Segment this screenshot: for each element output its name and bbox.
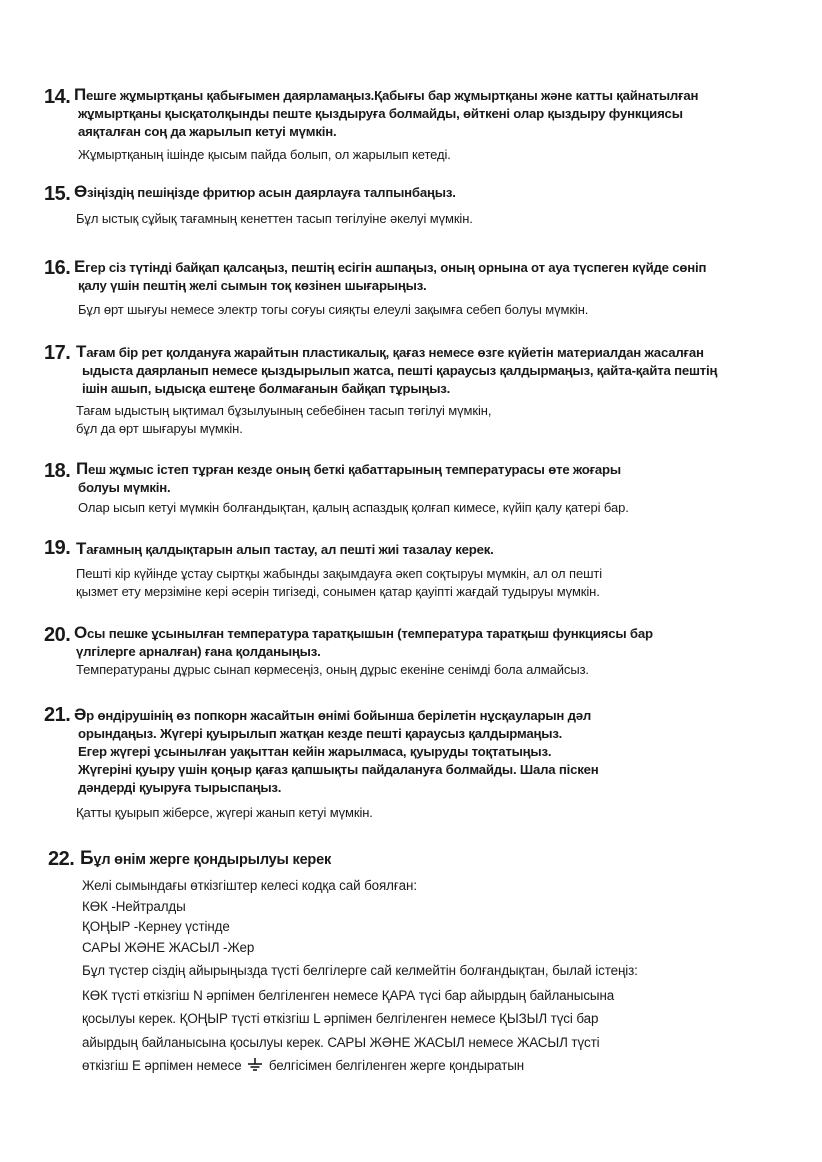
item-number: 18. [44, 460, 71, 482]
item-heading: Тағам бір рет қолдануға жарайтын пластикалық, қағаз немесе өзге күйетін материалдан жасалған ыдыста даярланып немесе қыздырылып жатса, пешті қараусыз қалдырмаңыз, қайта-қайта пештің ішін ашып, ыдысқа ештеңе болмағанын байқап тұрыңыз. [76, 342, 718, 396]
item-body: Қатты қуырып жіберсе, жүгері жанып кетуі мүмкін. [76, 805, 373, 820]
last-line-start: өткізгіш Е әрпімен немесе [82, 1058, 242, 1073]
item-number: 19. [44, 537, 71, 559]
item-heading: Өзіңіздің пешіңізде фритюр асын даярлауға талпынбаңыз. [74, 182, 456, 201]
item-number: 16. [44, 257, 71, 279]
item-heading: Әр өндірушінің өз попкорн жасайтын өнімі бойынша берілетін нұсқауларын дәл орындаңыз. Жүгері қуырылып жатқан кезде пешті қараусыз қалдырмаңыз. Егер жүгері ұсынылған уақыттан кейін жарылмаса, қуыруды тоқтатыңыз. Жүгеріні қуыру үшін қоңыр қағаз қапшықты пайдалануға болмайды. Шала піскен дәндерді қуыруға тырыспаңыз. [74, 705, 599, 795]
item-body: Температураны дұрыс сынап көрмесеңіз, оның дұрыс екеніне сенімді бола алмайсыз. [76, 662, 589, 677]
item-body: Пешті кір күйінде ұстау сыртқы жабынды зақымдауға әкеп соқтыруы мүмкін, ал ол пешті қызмет ету мерзіміне кері әсерін тигізеді, сонымен қатар қауіпті жағдай тудыруы мүмкін. [76, 566, 603, 599]
item-heading: Бұл өнім жерге қондырылуы керек [80, 848, 332, 869]
item-heading: Егер сіз түтінді байқап қалсаңыз, пештің есігін ашпаңыз, оның орнына от ауа түспеген күйде сөніп қалу үшін пештің желі сымын тоқ көзінен шығарыңыз. [74, 257, 707, 293]
item-body: Олар ысып кетуі мүмкін болғандықтан, қалың аспаздық қолғап кимесе, күйіп қалу қатері бар. [78, 500, 629, 515]
item-body: Тағам ыдыстың ықтимал бұзылуының себебінен тасып төгілуі мүмкін, бұл да өрт шығаруы мүмкін. [76, 403, 492, 436]
last-line-end: белгісімен белгіленген жерге қондыратын [268, 1058, 525, 1073]
item-number: 20. [44, 624, 71, 646]
item-body: Бұл ыстық сұйық тағамның кенеттен тасып төгілуіне әкелуі мүмкін. [76, 211, 473, 226]
item-body: Жұмыртқаның ішінде қысым пайда болып, ол жарылып кетеді. [78, 147, 451, 162]
item-heading: Пешге жұмыртқаны қабығымен даярламаңыз.Қабығы бар жұмыртқаны және катты қайнатылған жұмыртқаны қысқатолқынды пеште қыздыруға болмайды, өйткені олар қыздыру функциясы аяқталған соң да жарылып кетуі мүмкін. [74, 85, 699, 139]
item-number: 14. [44, 86, 71, 108]
item-heading: Пеш жұмыс істеп тұрған кезде оның беткі қабаттарының температурасы өте жоғары болуы мүмкін. [76, 459, 621, 495]
item-number: 17. [44, 342, 71, 364]
item-number: 15. [44, 183, 71, 205]
item-body: Бұл өрт шығуы немесе электр тогы соғуы сияқты елеулі зақымға себеп болуы мүмкін. [78, 302, 589, 317]
item-body: Желі сымындағы өткізгіштер келесі кодқа сай боялған: КӨК -Нейтралды ҚОҢЫР -Кернеу үстінде САРЫ ЖӘНЕ ЖАСЫЛ -Жер Бұл түстер сіздің айырыңызда түсті белгілерге сай келмейтін болғандықтан, былай істеңіз: КӨК түсті өткізгіш N әрпімен белгіленген немесе ҚАРА түсі бар айырдың байланысына қосылуы керек. ҚОҢЫР түсті өткізгіш L әрпімен белгіленген немесе ҚЫЗЫЛ түсі бар айырдың байланысына қосылуы керек. САРЫ ЖӘНЕ ЖАСЫЛ немесе ЖАСЫЛ түсті өткізгіш Е әрпімен немесе белгісімен белгіленген жерге қондыратын [82, 878, 638, 1073]
item-heading: Осы пешке ұсынылған температура таратқышын (температура таратқыш функциясы бар үлгілерге арналған) ғана қолданыңыз. [74, 623, 653, 659]
earth-ground-icon [247, 1058, 263, 1072]
item-number: 22. [48, 848, 75, 870]
item-number: 21. [44, 704, 71, 726]
item-heading: Тағамның қалдықтарын алып тастау, ал пешті жиі тазалау керек. [76, 539, 494, 558]
